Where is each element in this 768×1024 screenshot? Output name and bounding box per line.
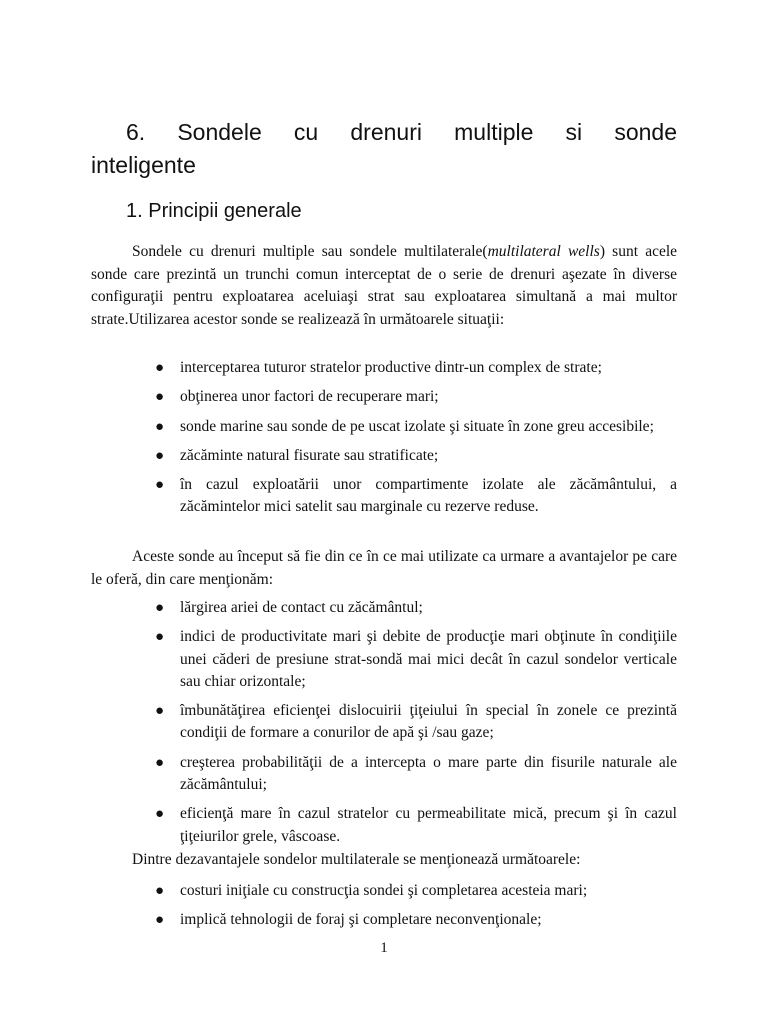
advantages-intro: Aceste sonde au început să fie din ce în ce mai utilizate ca urmare a avantajelor pe care le oferă, din care menţionăm: xyxy=(91,548,677,588)
list-item: ● indici de productivitate mari şi debite de producţie mari obţinute în condiţiile unei căderi de presiune strat-sondă mai mici decât în cazul sondelor verticale sau chiar orizontale; xyxy=(155,628,677,690)
list-item: ● îmbunătăţirea eficienţei dislocuirii ţiţeiului în special în zonele ce prezintă condiţii de formare a conurilor de apă şi /sau gaze; xyxy=(155,702,677,742)
disadvantages-list xyxy=(155,880,677,932)
situations-list xyxy=(155,357,677,519)
list-item: ● zăcăminte natural fisurate sau stratificate; xyxy=(155,445,677,467)
intro-text-end: ) sunt acele sonde care prezintă un trunchi comun interceptat de o serie de drenuri aşezate în diverse configuraţii pentru exploatarea aceluiaşi strat sau exploatarea simultană a mai multor strate.Utilizarea acestor sonde se realizează în următoarele situaţii: xyxy=(91,243,678,328)
bullet-icon: ● xyxy=(155,418,165,435)
chapter-title-line-2: inteligente xyxy=(91,152,196,178)
section-title: 1. Principii generale xyxy=(126,200,302,222)
list-item: ● costuri iniţiale cu construcţia sondei şi completarea acesteia mari; xyxy=(155,880,677,902)
bullet-icon: ● xyxy=(155,754,165,771)
list-item: ● lărgirea ariei de contact cu zăcământul; xyxy=(155,597,677,619)
chapter-title xyxy=(91,116,677,182)
list-item: ● în cazul exploatării unor compartimente izolate ale zăcământului, a zăcămintelor mici satelit sau marginale cu rezerve reduse. xyxy=(155,476,677,516)
advantages-list xyxy=(155,597,677,848)
intro-text-start: Sondele cu drenuri multiple sau sondele multilaterale( xyxy=(132,243,488,260)
bullet-icon: ● xyxy=(155,389,165,406)
list-item: ● creşterea probabilităţii de a intercepta o mare parte din fisurile naturale ale zăcământului; xyxy=(155,753,677,794)
bullet-icon: ● xyxy=(155,806,165,823)
bullet-icon: ● xyxy=(155,883,165,899)
bullet-icon: ● xyxy=(155,912,165,929)
page-number: 1 xyxy=(380,940,388,956)
disadvantages-intro: Dintre dezavantajele sondelor multilaterale se menţionează următoarele: xyxy=(132,851,581,868)
bullet-icon: ● xyxy=(155,360,165,376)
bullet-icon: ● xyxy=(155,703,165,720)
list-item: ● sonde marine sau sonde de pe uscat izolate şi situate în zone greu accesibile; xyxy=(155,416,677,438)
list-item: ● implică tehnologii de foraj şi completare neconvenţionale; xyxy=(155,909,677,931)
list-item: ● eficienţă mare în cazul stratelor cu permeabilitate mică, precum şi în cazul ţiţeiurilor grele, vâscoase. xyxy=(155,805,677,845)
chapter-title-line-1: 6. Sondele cu drenuri multiple si sonde xyxy=(126,119,677,145)
list-item: ● interceptarea tuturor stratelor productive dintr-un complex de strate; xyxy=(155,357,677,379)
list-item: ● obţinerea unor factori de recuperare mari; xyxy=(155,386,677,408)
bullet-icon: ● xyxy=(155,600,165,616)
bullet-icon: ● xyxy=(155,629,165,646)
intro-italic-term: multilateral wells xyxy=(487,243,600,260)
intro-paragraph xyxy=(91,241,677,331)
bullet-icon: ● xyxy=(155,447,165,464)
bullet-icon: ● xyxy=(155,477,165,494)
